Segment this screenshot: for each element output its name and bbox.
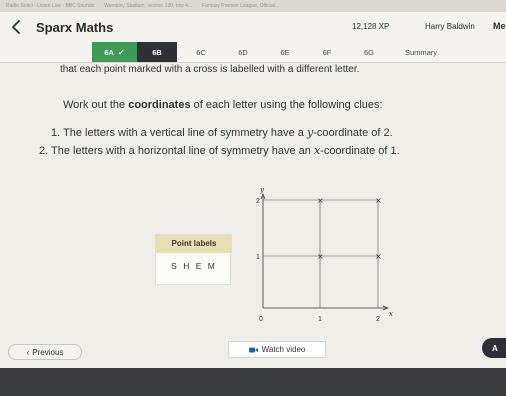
question-intro: that each point marked with a cross is labelled with a different letter.: [60, 64, 360, 75]
clue-1: [51, 126, 393, 139]
clue-text: 2. The letters with a horizontal line of symmetry have an: [39, 145, 314, 157]
cross-mark: ×: [317, 196, 324, 205]
tab-label: 6G: [363, 47, 374, 57]
tab-label: Summary: [404, 47, 438, 57]
y-axis-label: y: [260, 186, 264, 194]
point-labels-title: Point labels: [156, 235, 232, 253]
math-variable: y: [306, 126, 314, 139]
watch-video-button[interactable]: [228, 341, 326, 358]
video-camera-icon: [249, 347, 258, 353]
previous-label: Previous: [32, 347, 64, 357]
coordinate-grid: [244, 180, 394, 330]
tab-label: 6C: [196, 47, 206, 57]
tab-label: 6A: [104, 47, 114, 57]
tab-label: 6B: [152, 47, 162, 57]
back-chevron-icon[interactable]: [8, 18, 26, 36]
menu-button[interactable]: Me: [493, 21, 506, 31]
point-labels-letters[interactable]: S H E M: [171, 261, 217, 271]
cross-mark: ×: [375, 252, 382, 261]
x-tick-2: 2: [376, 316, 380, 323]
browser-tab[interactable]: Radio Soleil - Listen Live - BBC Sounds: [6, 3, 95, 9]
chevron-left-icon: ‹: [26, 347, 30, 357]
clue-text: -coordinate of 1.: [320, 145, 400, 157]
instruction-text: Work out the: [63, 99, 129, 111]
tab-6g[interactable]: [351, 42, 387, 62]
cross-mark: ×: [317, 252, 324, 261]
math-variable: x: [313, 144, 321, 157]
origin-label: 0: [259, 316, 263, 323]
tab-label: 6D: [238, 47, 248, 57]
tab-6b[interactable]: [137, 42, 177, 62]
app-title: Sparx Maths: [36, 20, 114, 35]
clue-text: 1. The letters with a vertical line of symmetry have a: [51, 127, 307, 139]
tab-label: 6F: [322, 47, 332, 57]
watch-video-label: Watch video: [261, 345, 306, 354]
bottom-bar: [0, 368, 506, 396]
clue-2: [39, 144, 400, 157]
y-tick-2: 2: [256, 198, 260, 205]
question-instruction: [63, 99, 383, 111]
instruction-bold: coordinates: [128, 99, 191, 111]
tab-summary[interactable]: [393, 42, 449, 62]
tab-label: 6E: [280, 47, 290, 57]
check-icon: ✓: [117, 47, 125, 57]
x-axis-label: x: [389, 310, 393, 318]
clue-text: -coordinate of 2.: [313, 127, 393, 139]
previous-button[interactable]: [8, 344, 82, 360]
tab-6d[interactable]: [225, 42, 261, 62]
xp-counter: 12,128 XP: [352, 22, 390, 31]
x-tick-1: 1: [318, 316, 322, 323]
tab-6e[interactable]: [267, 42, 303, 62]
tab-6f[interactable]: [309, 42, 345, 62]
point-labels-panel: [155, 234, 231, 285]
tab-6a[interactable]: [92, 42, 137, 62]
browser-tab[interactable]: Fantasy Premier League, Official...: [202, 3, 280, 9]
answer-button[interactable]: [482, 338, 506, 358]
browser-tab[interactable]: Wembley Stadium, section 130, row 4...: [104, 3, 193, 9]
y-tick-1: 1: [256, 254, 260, 261]
browser-tab-strip: [0, 0, 506, 12]
user-name[interactable]: Harry Baldwin: [425, 22, 475, 31]
instruction-text: of each letter using the following clues:: [190, 99, 383, 111]
answer-label: A: [492, 343, 498, 353]
tab-6c[interactable]: [183, 42, 219, 62]
app-header: [0, 12, 506, 42]
cross-mark: ×: [375, 196, 382, 205]
task-tab-bar: [0, 42, 506, 63]
